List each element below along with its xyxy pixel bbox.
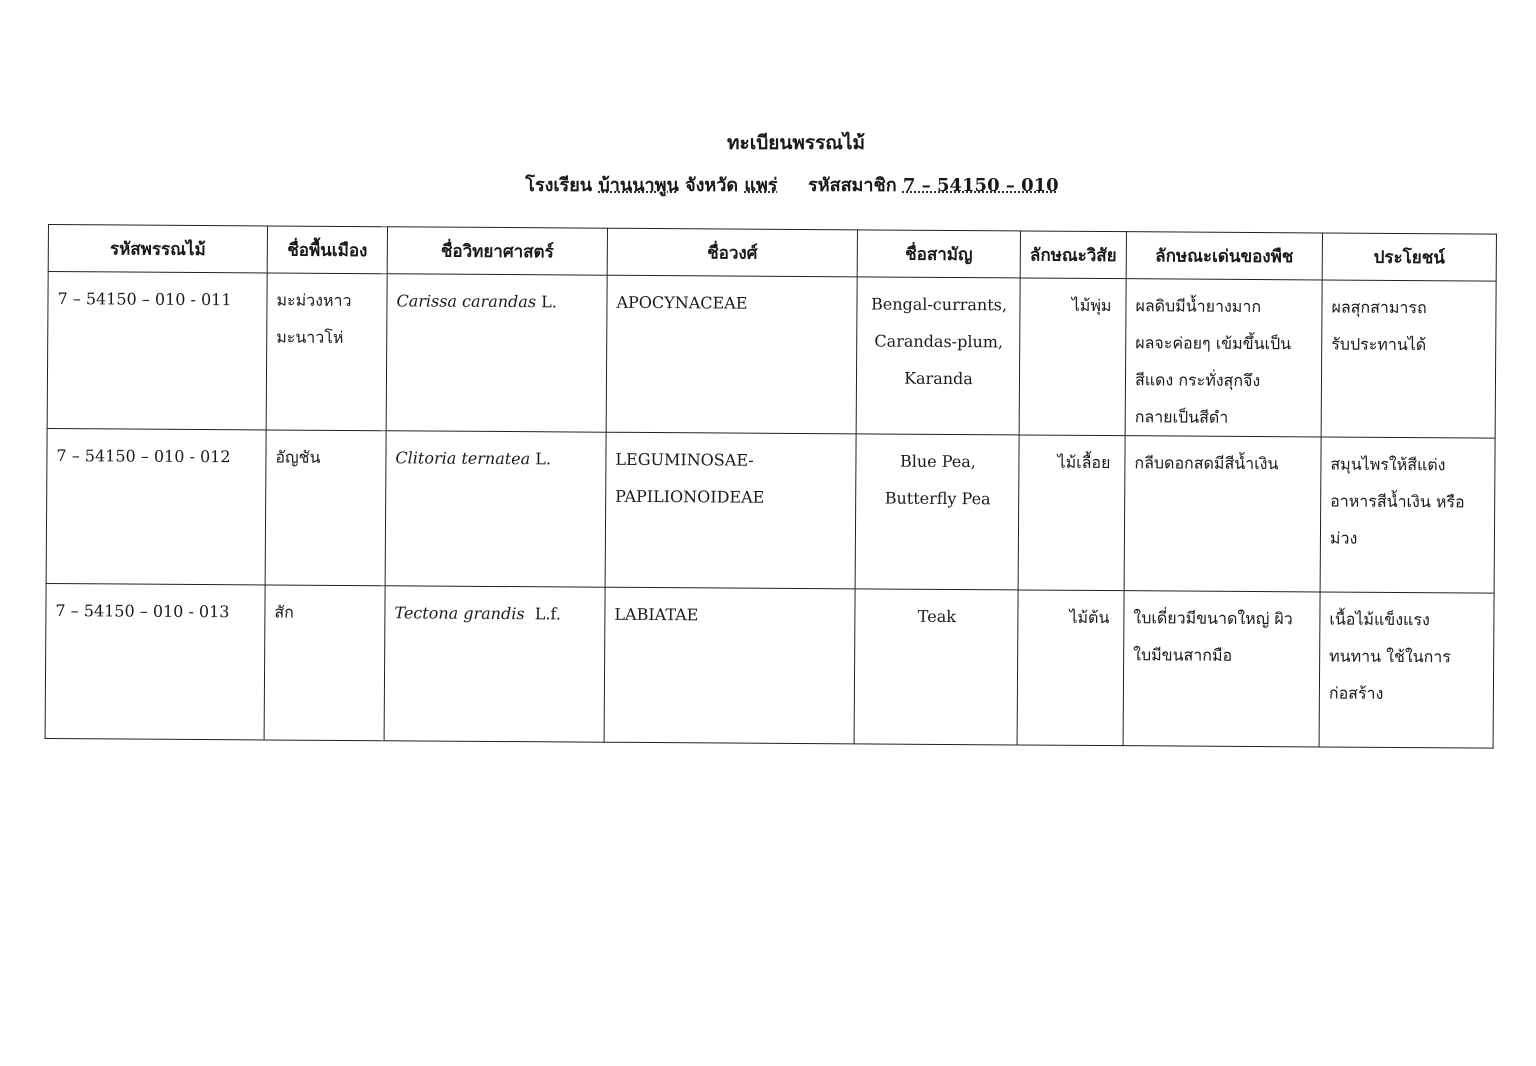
header-uses: ประโยชน์ [1322,233,1496,281]
header-family: ชื่อวงศ์ [607,228,857,277]
cell-scientific-name [384,586,605,742]
document-subtitle [0,170,1536,199]
scientific-author: L.f. [524,604,561,624]
common-name-line: Carandas-plum, [874,331,1004,352]
common-name-line: Karanda [904,368,973,389]
family-line: LABIATAE [614,604,699,625]
cell-local-name [264,585,385,741]
cell-features [1125,279,1322,437]
cell-common-name [854,589,1018,745]
cell-features [1124,436,1321,592]
cell-family [606,275,857,434]
scientific-binomial: Clitoria ternatea [395,448,531,469]
cell-uses [1320,437,1495,593]
scientific-binomial: Carissa carandas [396,291,537,312]
cell-features [1123,591,1320,747]
cell-habit: ไม้เลื้อย [1018,435,1125,591]
header-habit: ลักษณะวิสัย [1020,231,1126,279]
family-line: LEGUMINOSAE- [615,449,754,470]
cell-code: 7 – 54150 – 010 - 012 [46,428,266,584]
local-name-line: สัก [274,602,294,622]
cell-local-name [265,430,386,586]
common-name-line: Teak [917,606,957,627]
feature-line: กลายเป็นสีดำ [1134,407,1229,427]
province-label: จังหวัด [685,175,739,196]
local-name-line: มะนาวโห่ [276,327,344,347]
feature-line: ผลดิบมีน้ำยางมาก [1135,296,1262,317]
plant-register-table [45,224,1497,749]
use-line: สมุนไพรให้สีแต่ง [1330,454,1446,475]
use-line: รับประทานได้ [1331,334,1427,355]
header-local-name: ชื่อพื้นเมือง [267,226,387,274]
member-label: รหัสสมาชิก [808,175,897,196]
feature-line: ใบมีขนสากมือ [1133,645,1233,665]
school-label: โรงเรียน [525,175,593,196]
family-line: PAPILIONOIDEAE [615,486,765,507]
common-name-line: Bengal-currants, [870,294,1008,315]
use-line: ทนทาน ใช้ในการ [1329,646,1451,667]
cell-scientific-name [385,431,606,587]
feature-line: ใบเดี่ยวมีขนาดใหญ่ ผิว [1133,608,1293,629]
school-name: บ้านนาพูน [598,175,679,196]
family-line: APOCYNACEAE [616,292,748,313]
header-common-name: ชื่อสามัญ [857,230,1020,278]
use-line: เนื้อไม้แข็งแรง [1329,609,1430,630]
cell-scientific-name [386,274,607,432]
common-name-line: Blue Pea, [899,451,976,472]
feature-line: สีแดง กระทั่งสุกจึง [1134,370,1261,391]
scientific-author: L. [530,449,552,469]
header-scientific-name: ชื่อวิทยาศาสตร์ [387,227,607,275]
local-name-line: มะม่วงหาว [276,290,352,311]
use-line: ก่อสร้าง [1328,683,1384,703]
use-line: ผลสุกสามารถ [1331,297,1427,318]
province-name: แพร่ [744,175,778,196]
cell-habit: ไม้ต้น [1017,590,1124,746]
scientific-author: L. [536,292,557,312]
cell-uses [1321,280,1496,438]
use-line: อาหารสีน้ำเงิน หรือ [1330,491,1465,512]
header-code: รหัสพรรณไม้ [48,225,267,273]
cell-local-name [266,273,387,431]
scientific-binomial: Tectona grandis [394,603,525,624]
local-name-line: อัญชัน [275,447,321,467]
header-features: ลักษณะเด่นของพืช [1126,232,1322,280]
table-row [45,583,1494,748]
cell-habit: ไม้พุ่ม [1019,278,1126,436]
member-code: 7 – 54150 – 010 [902,175,1059,196]
feature-line: กลีบดอกสดมีสีน้ำเงิน [1134,453,1279,474]
table-row [46,428,1495,593]
document-title: ทะเบียนพรรณไม้ [726,132,866,154]
cell-code: 7 – 54150 – 010 - 011 [47,272,267,430]
cell-family [605,432,856,589]
feature-line: ผลจะค่อยๆ เข้มขึ้นเป็น [1135,333,1292,354]
table-row [47,272,1496,439]
cell-code: 7 – 54150 – 010 - 013 [45,583,265,739]
use-line: ม่วง [1329,528,1358,548]
common-name-line: Butterfly Pea [884,488,991,509]
cell-family [604,587,855,744]
cell-common-name [855,434,1019,590]
cell-uses [1319,592,1494,748]
cell-common-name [856,277,1020,435]
